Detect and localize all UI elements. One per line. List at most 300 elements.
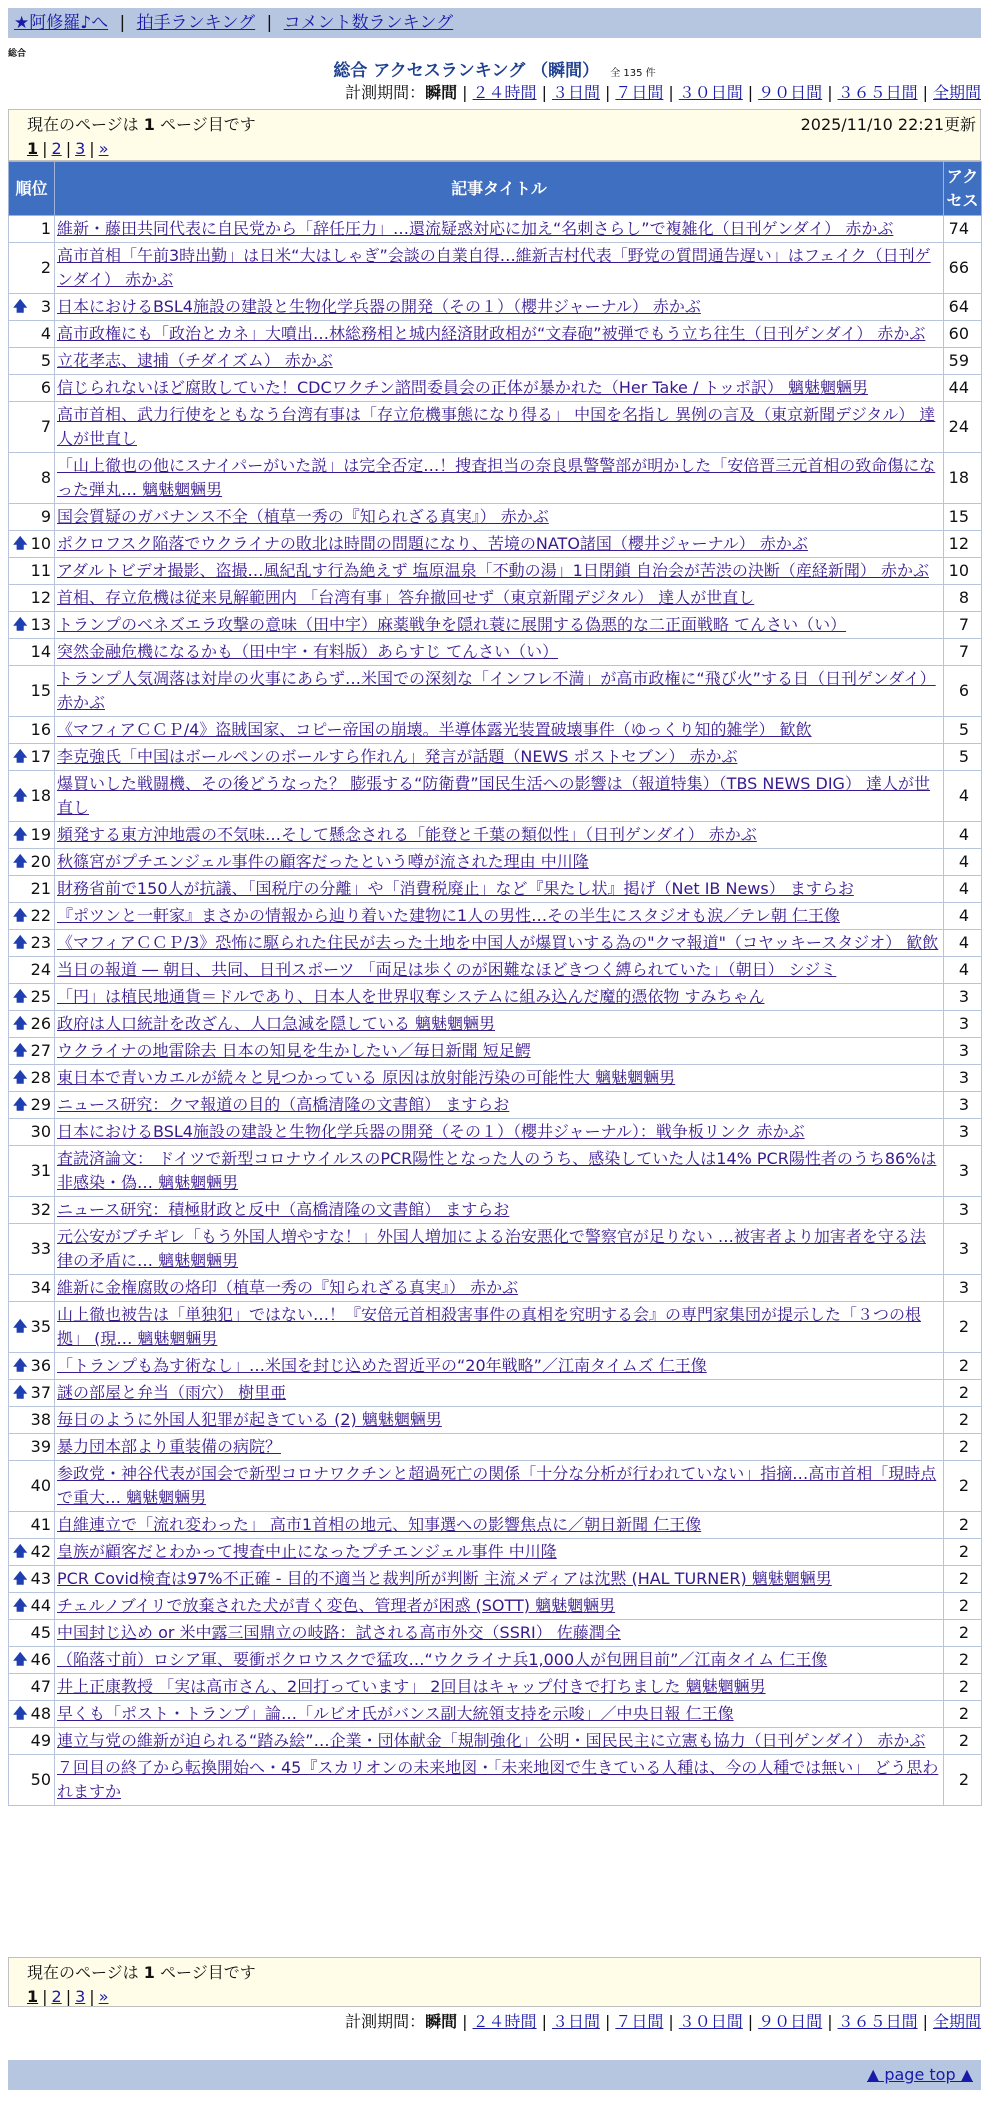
period-option[interactable]: 全期間 [932,2012,981,2031]
page-title: 総合 アクセスランキング （瞬間） [333,61,600,81]
rank-cell [9,243,55,294]
next-page-link[interactable]: » [98,139,109,158]
arrow-up-icon: 🡅 [13,1319,28,1335]
article-link[interactable]: 東日本で青いカエルが続々と見つかっている 原因は放射能汚染の可能性大 魑魅魍魎男 [57,1068,676,1087]
table-row [9,1461,982,1512]
rank-number: 41 [30,1515,51,1534]
title-cell [55,771,944,822]
title-cell [55,1092,944,1119]
rank-cell [9,402,55,453]
access-count: 2 [944,1647,982,1674]
access-count: 10 [944,558,982,585]
title-cell [55,294,944,321]
article-link[interactable]: 高市政権にも「政治とカネ」大噴出…林総務相と城内経済財政相が“文春砲”被弾でもう立ち往生（日刊ゲンダイ） 赤かぶ [57,324,926,343]
article-link[interactable]: 「円」は植民地通貨＝ドルであり、日本人を世界収奪システムに組み込んだ魔的憑依物 すみちゃん [57,987,765,1006]
total-count: 全 135 件 [610,68,656,79]
access-count: 2 [944,1353,982,1380]
article-link[interactable]: ニュース研究：積極財政と反中（高橋清隆の文書館） ますらお [57,1200,510,1219]
article-link[interactable]: 早くも「ポスト・トランプ」論…「ルビオ氏がバンス副大統領支持を示唆」／中央日報 仁王像 [57,1704,734,1723]
table-row [9,1701,982,1728]
article-link[interactable]: 高市首相「午前3時出勤」は日米“大はしゃぎ”会談の自業自得…維新吉村代表「野党の質問通告遅い」はフェイク（日刊ゲンダイ） 赤かぶ [57,246,931,289]
article-link[interactable]: 信じられないほど腐敗していた！CDCワクチン諮問委員会の正体が暴かれた（Her Take / トッポ訳） 魑魅魍魎男 [57,378,869,397]
table-row [9,744,982,771]
rank-number: 40 [30,1476,51,1495]
rank-number: 44 [30,1596,51,1615]
rank-number: 38 [30,1410,51,1429]
period-option[interactable]: ７日間 [615,2012,664,2031]
article-link[interactable]: 立花孝志、逮捕（チダイズム） 赤かぶ [57,351,333,370]
table-header-row [9,162,982,216]
access-count: 4 [944,822,982,849]
article-link[interactable]: 首相、存立危機は従来見解範囲内 「台湾有事」答弁撤回せず（東京新聞デジタル） 達人が世直し [57,588,755,607]
rank-number: 20 [30,852,51,871]
access-count: 4 [944,957,982,984]
access-count: 12 [944,531,982,558]
article-link[interactable]: 「山上徹也の他にスナイパーがいた説」は完全否定…！捜査担当の奈良県警警部が明かした「安倍晋三元首相の致命傷になった弾丸… 魑魅魍魎男 [57,456,936,499]
access-count: 2 [944,1461,982,1512]
table-row [9,585,982,612]
article-link[interactable]: PCR Covid検査は97%不正確 - 目的不適当と裁判所が判断 主流メディアは沈黙 (HAL TURNER) 魑魅魍魎男 [57,1569,832,1588]
arrow-up-icon: 🡅 [13,1043,28,1059]
arrow-up-icon: 🡅 [13,1652,28,1668]
table-row [9,531,982,558]
article-link[interactable]: 《マフィアＣＣＰ/4》盗賊国家、コピー帝国の崩壊。半導体露光装置破壊事件（ゆっくり知的雑学） 歓飲 [57,720,812,739]
arrow-up-icon: 🡅 [13,1706,28,1722]
access-header: アクセス [944,162,982,216]
page-top-link[interactable]: ▲ page top ▲ [866,2065,973,2084]
article-link[interactable]: 日本におけるBSL4施設の建設と生物化学兵器の開発（その１）（櫻井ジャーナル） 赤かぶ [57,297,701,316]
rank-cell [9,558,55,585]
period-option[interactable]: ３日間 [551,83,600,102]
rank-cell [9,1038,55,1065]
page-link[interactable]: 3 [75,139,86,158]
article-link[interactable]: 連立与党の維新が迫られる“踏み絵”…企業・団体献金「規制強化」公明・国民民主に立憲も協力（日刊ゲンダイ） 赤かぶ [57,1731,926,1750]
period-separator: | [541,83,547,102]
article-link[interactable]: 《マフィアＣＣＰ/3》恐怖に駆られた住民が去った土地を中国人が爆買いする為の"クマ報道"（コヤッキースタジオ） 歓飲 [57,933,939,952]
title-cell [55,1011,944,1038]
ranking-table [8,161,982,1806]
arrow-up-icon: 🡅 [13,1598,28,1614]
access-count: 7 [944,612,982,639]
article-link[interactable]: ニュース研究：クマ報道の目的（高橋清隆の文書館） ますらお [57,1095,510,1114]
title-cell [55,348,944,375]
rank-cell [9,822,55,849]
title-cell [55,1755,944,1806]
rank-cell [9,1380,55,1407]
period-separator: | [922,2012,928,2031]
title-cell [55,1119,944,1146]
arrow-up-icon: 🡅 [13,935,28,951]
rank-cell [9,1701,55,1728]
access-count: 2 [944,1620,982,1647]
period-separator: | [541,2012,547,2031]
rank-cell [9,666,55,717]
period-option[interactable]: ３６５日間 [837,83,918,102]
period-option[interactable]: ３０日間 [678,83,743,102]
access-count: 24 [944,402,982,453]
table-row [9,1011,982,1038]
table-row [9,1197,982,1224]
title-header: 記事タイトル [55,162,944,216]
article-link[interactable]: （陥落寸前）ロシア軍、要衝ポクロウスクで猛攻…“ウクライナ兵1,000人が包囲目前”／江南タイム 仁王像 [57,1650,828,1669]
article-link[interactable]: 頻発する東方沖地震の不気味…そして懸念される「能登と千葉の類似性」（日刊ゲンダイ） 赤かぶ [57,825,757,844]
rank-cell [9,1434,55,1461]
rank-number: 9 [40,507,51,526]
rank-number: 24 [30,960,51,979]
table-row [9,1119,982,1146]
table-row [9,1353,982,1380]
arrow-up-icon: 🡅 [13,749,28,765]
page-status-post: ページ目です [160,1963,256,1982]
rank-number: 50 [30,1770,51,1789]
access-count: 8 [944,585,982,612]
period-option[interactable]: ３日間 [551,2012,600,2031]
rank-cell [9,717,55,744]
applause-ranking-link[interactable]: 拍手ランキング [136,13,256,33]
rank-number: 32 [30,1200,51,1219]
genre-label: 総合 [8,49,27,59]
article-link[interactable]: 秋篠宮がプチエンジェル事件の顧客だったという噂が流された理由 中川隆 [57,852,589,871]
arrow-up-icon: 🡅 [13,1070,28,1086]
title-cell [55,1146,944,1197]
rank-number: 3 [40,297,51,316]
table-row [9,348,982,375]
access-count: 3 [944,1224,982,1275]
rank-number: 39 [30,1437,51,1456]
access-count: 2 [944,1539,982,1566]
table-row [9,1593,982,1620]
nav-separator: | [266,13,273,33]
period-separator: | [604,2012,611,2031]
article-link[interactable]: 財務省前で150人が抗議、「国税庁の分離」や「消費税廃止」など『果たし状』掲げ（Net IB News） ますらお [57,879,854,898]
title-cell [55,1224,944,1275]
access-count: 2 [944,1407,982,1434]
arrow-up-icon: 🡅 [13,299,28,315]
article-link[interactable]: トランプのベネズエラ攻撃の意味（田中宇）麻薬戦争を隠れ蓑に展開する偽悪的な二正面戦略 てんさい（い） [57,615,847,634]
page-separator: | [65,1987,72,2006]
access-count: 3 [944,984,982,1011]
title-cell [55,531,944,558]
article-link[interactable]: 皇族が顧客だとわかって捜査中止になったプチエンジェル事件 中川隆 [57,1542,557,1561]
table-row [9,216,982,243]
title-cell [55,1701,944,1728]
table-row [9,1512,982,1539]
article-link[interactable]: 査読済論文： ドイツで新型コロナウイルスのPCR陽性となった人のうち、感染していた人は14% PCR陽性者のうち86%は非感染・偽… 魑魅魍魎男 [57,1149,937,1192]
rank-cell [9,1620,55,1647]
table-row [9,903,982,930]
period-option[interactable]: ２４時間 [472,2012,537,2031]
table-row [9,1647,982,1674]
article-link[interactable]: 謎の部屋と弁当（雨穴） 樹里亜 [57,1383,287,1402]
page-link[interactable]: 3 [75,1987,86,2006]
rank-number: 42 [30,1542,51,1561]
article-link[interactable]: 当日の報道 ― 朝日、共同、日刊スポーツ 「両足は歩くのが困難なほどきつく縛られていた」（朝日） シジミ [57,960,837,979]
rank-cell [9,957,55,984]
table-row [9,984,982,1011]
title-cell [55,1674,944,1701]
rank-number: 6 [40,378,51,397]
rank-header: 順位 [9,162,55,216]
article-link[interactable]: 維新に金権腐敗の烙印（植草一秀の『知られざる真実』） 赤かぶ [57,1278,519,1297]
rank-number: 49 [30,1731,51,1750]
article-link[interactable]: 「トランプも為す術なし」…米国を封じ込めた習近平の“20年戦略”／江南タイムズ 仁王像 [57,1356,707,1375]
access-count: 66 [944,243,982,294]
rank-number: 47 [30,1677,51,1696]
rank-cell [9,1302,55,1353]
page-separator: | [89,1987,95,2006]
article-link[interactable]: 元公安がブチギレ「もう外国人増やすな！」外国人増加による治安悪化で警察官が足りない …被害者より加害者を守る法律の矛盾に… 魑魅魍魎男 [57,1227,926,1270]
rank-cell [9,1512,55,1539]
nav-separator: | [119,13,126,33]
rank-cell [9,930,55,957]
article-link[interactable]: 爆買いした戦闘機、その後どうなった？ 膨張する“防衛費”国民生活への影響は（報道特集）（TBS NEWS DIG） 達人が世直し [57,774,931,817]
rank-cell [9,1146,55,1197]
title-cell [55,1275,944,1302]
table-row [9,1038,982,1065]
article-link[interactable]: 『ポツンと一軒家』まさかの情報から辿り着いた建物に1人の男性…その半生にスタジオも涙／テレ朝 仁王像 [57,906,840,925]
article-link[interactable]: 突然金融危機になるかも（田中宇・有料版）あらすじ てんさい（い） [57,642,559,661]
title-cell [55,1647,944,1674]
rank-cell [9,321,55,348]
title-cell [55,1512,944,1539]
article-link[interactable]: 維新・藤田共同代表に自民党から「辞任圧力」…還流疑惑対応に加え“名刺さらし”で複雑化（日刊ゲンダイ） 赤かぶ [57,219,894,238]
rank-number: 5 [40,351,51,370]
rank-cell [9,1647,55,1674]
rank-cell [9,1407,55,1434]
rank-number: 36 [30,1356,51,1375]
access-count: 2 [944,1701,982,1728]
article-link[interactable]: 国会質疑のガバナンス不全（植草一秀の『知られざる真実』） 赤かぶ [57,507,549,526]
table-row [9,1674,982,1701]
article-link[interactable]: 井上正康教授 「実は高市さん、2回打っています」 2回目はキャップ付きで打ちました 魑魅魍魎男 [57,1677,766,1696]
title-cell [55,876,944,903]
table-row [9,1224,982,1275]
rank-cell [9,1461,55,1512]
period-separator: | [462,2012,468,2031]
table-row [9,375,982,402]
table-row [9,1566,982,1593]
table-row [9,849,982,876]
rank-cell [9,1353,55,1380]
rank-cell [9,504,55,531]
period-option[interactable]: 全期間 [932,83,981,102]
title-cell [55,1038,944,1065]
comment-ranking-link[interactable]: コメント数ランキング [283,13,454,33]
access-count: 44 [944,375,982,402]
rank-number: 37 [30,1383,51,1402]
access-count: 3 [944,1092,982,1119]
rank-cell [9,1728,55,1755]
article-link[interactable]: アダルトビデオ撮影、盗撮…風紀乱す行為絶えず 塩原温泉「不動の湯」1日閉鎖 自治会が苦渋の決断（産経新聞） 赤かぶ [57,561,929,580]
arrow-up-icon: 🡅 [13,788,28,804]
period-option[interactable]: ７日間 [615,83,664,102]
title-cell [55,585,944,612]
rank-cell [9,1119,55,1146]
period-selector-top [8,82,981,104]
access-count: 4 [944,771,982,822]
title-cell [55,1461,944,1512]
rank-number: 25 [30,987,51,1006]
title-cell [55,1566,944,1593]
rank-number: 10 [30,534,51,553]
rank-number: 12 [30,588,51,607]
period-option[interactable]: ３０日間 [678,2012,743,2031]
access-count: 5 [944,744,982,771]
arrow-up-icon: 🡅 [13,1571,28,1587]
article-link[interactable]: 参政党・神谷代表が国会で新型コロナワクチンと超過死亡の関係「十分な分析が行われていない」指摘…高市首相「現時点で重大… 魑魅魍魎男 [57,1464,937,1507]
title-cell [55,930,944,957]
title-cell [55,1353,944,1380]
article-link[interactable]: 中国封じ込め or 米中露三国鼎立の岐路：試される高市外交（SSRI） 佐藤潤全 [57,1623,621,1642]
article-link[interactable]: ポクロフスク陥落でウクライナの敗北は時間の問題になり、苦境のNATO諸国（櫻井ジャーナル） 赤かぶ [57,534,808,553]
title-cell [55,744,944,771]
access-count: 59 [944,348,982,375]
article-link[interactable]: 高市首相、武力行使をともなう台湾有事は「存立危機事態になり得る」 中国を名指し 異例の言及（東京新聞デジタル） 達人が世直し [57,405,936,448]
rank-number: 2 [40,258,51,277]
table-row [9,1620,982,1647]
page-separator: | [42,1987,48,2006]
rank-number: 31 [30,1161,51,1180]
title-cell [55,666,944,717]
rank-cell [9,1275,55,1302]
article-link[interactable]: 日本におけるBSL4施設の建設と生物化学兵器の開発（その１）（櫻井ジャーナル）：戦争板リンク 赤かぶ [57,1122,805,1141]
access-count: 4 [944,930,982,957]
access-count: 3 [944,1197,982,1224]
top-nav-bar [8,8,981,38]
article-link[interactable]: チェルノブイリで放棄された犬が青く変色、管理者が困惑 (SOTT) 魑魅魍魎男 [57,1596,616,1615]
article-link[interactable]: 山上徹也被告は「単独犯」ではない…！『安倍元首相殺害事件の真相を究明する会』の専門家集団が提示した「３つの根拠」 (現… 魑魅魍魎男 [57,1305,922,1348]
rank-number: 29 [30,1095,51,1114]
rank-number: 15 [30,681,51,700]
table-row [9,930,982,957]
article-link[interactable]: 自維連立で「流れ変わった」 高市1首相の地元、知事選への影響焦点に／朝日新聞 仁王像 [57,1515,702,1534]
page-status-pre: 現在のページは [27,115,139,134]
rank-number: 34 [30,1278,51,1297]
period-separator: | [827,2012,833,2031]
access-count: 2 [944,1512,982,1539]
rank-cell [9,849,55,876]
table-row [9,666,982,717]
page-status-post: ページ目です [160,115,256,134]
title-cell [55,1728,944,1755]
page-link-current: 1 [27,139,39,158]
rank-cell [9,531,55,558]
title-cell [55,375,944,402]
rank-number: 43 [30,1569,51,1588]
access-count: 2 [944,1755,982,1806]
arrow-up-icon: 🡅 [13,1358,28,1374]
table-row [9,1755,982,1806]
article-link[interactable]: ウクライナの地雷除去 日本の知見を生かしたい／毎日新聞 短足鰐 [57,1041,531,1060]
rank-number: 28 [30,1068,51,1087]
table-row [9,1092,982,1119]
title-cell [55,957,944,984]
period-option[interactable]: ９０日間 [758,83,823,102]
access-count: 7 [944,639,982,666]
title-cell [55,1407,944,1434]
access-count: 2 [944,1302,982,1353]
rank-number: 35 [30,1317,51,1336]
article-link[interactable]: トランプ人気凋落は対岸の火事にあらず…米国での深刻な「インフレ不満」が高市政権に“飛び火”する日（日刊ゲンダイ） 赤かぶ [57,669,936,712]
period-selector-bottom [8,2011,981,2033]
rank-number: 26 [30,1014,51,1033]
title-cell [55,612,944,639]
access-count: 3 [944,1119,982,1146]
rank-cell [9,903,55,930]
access-count: 4 [944,903,982,930]
rank-cell [9,375,55,402]
title-cell [55,1620,944,1647]
table-row [9,1407,982,1434]
rank-cell [9,771,55,822]
rank-cell [9,1092,55,1119]
next-page-link[interactable]: » [98,1987,109,2006]
rank-cell [9,348,55,375]
access-count: 4 [944,876,982,903]
period-option[interactable]: ３６５日間 [837,2012,918,2031]
access-count: 3 [944,1275,982,1302]
table-row [9,1065,982,1092]
period-option[interactable]: ２４時間 [472,83,537,102]
title-cell [55,1593,944,1620]
rank-number: 46 [30,1650,51,1669]
rank-cell [9,1197,55,1224]
title-cell [55,402,944,453]
rank-number: 19 [30,825,51,844]
article-link[interactable]: 暴力団本部より重装備の病院？ [57,1437,282,1456]
period-separator: | [668,2012,674,2031]
page-separator: | [89,139,95,158]
home-link[interactable]: ★阿修羅♪へ [14,13,109,33]
rank-number: 1 [40,219,51,238]
title-cell [55,1302,944,1353]
rank-number: 13 [30,615,51,634]
pagination-top [8,109,981,161]
period-current: 瞬間 [425,83,458,102]
period-current: 瞬間 [425,2012,458,2031]
footer-bar [8,2060,981,2090]
updated-timestamp: 2025/11/10 22:21更新 [800,115,976,134]
article-link[interactable]: 毎日のように外国人犯罪が起きている (2) 魑魅魍魎男 [57,1410,442,1429]
title-cell [55,984,944,1011]
table-row [9,876,982,903]
arrow-up-icon: 🡅 [13,536,28,552]
rank-cell [9,639,55,666]
rank-cell [9,453,55,504]
table-row [9,1302,982,1353]
title-cell [55,321,944,348]
article-link[interactable]: 李克強氏「中国はボールペンのボールすら作れん」発言が話題（NEWS ポストセブン） 赤かぶ [57,747,738,766]
page-link[interactable]: 2 [51,1987,62,2006]
rank-cell [9,1593,55,1620]
title-cell [55,216,944,243]
table-row [9,717,982,744]
access-count: 6 [944,666,982,717]
title-cell [55,849,944,876]
rank-number: 16 [30,720,51,739]
article-link[interactable]: 政府は人口統計を改ざん、人口急減を隠している 魑魅魍魎男 [57,1014,496,1033]
rank-cell [9,294,55,321]
title-cell [55,1065,944,1092]
article-link[interactable]: ７回目の終了から転換開始へ・45『スカリオンの未来地図・「未来地図で生きている人種は、今の人種では無い」 どう思われますか [57,1758,939,1801]
table-row [9,957,982,984]
page-separator: | [42,139,48,158]
rank-cell [9,1566,55,1593]
period-option[interactable]: ９０日間 [758,2012,823,2031]
access-count: 3 [944,1065,982,1092]
page-link[interactable]: 2 [51,139,62,158]
table-row [9,1380,982,1407]
